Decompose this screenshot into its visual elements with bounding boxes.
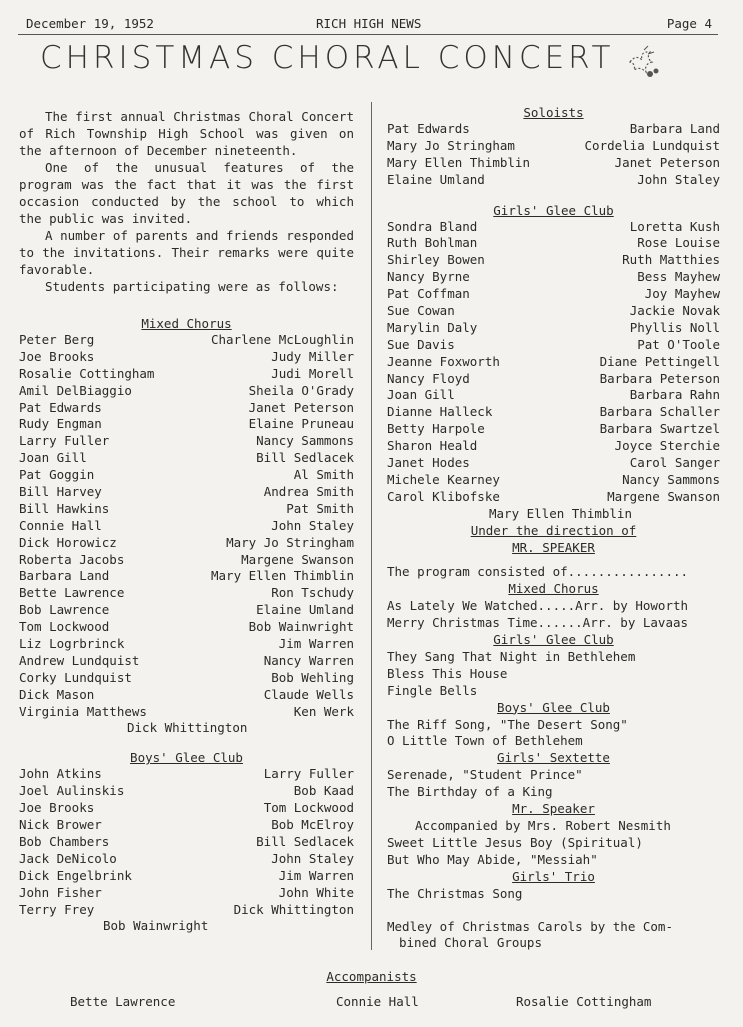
member-name: Sue Davis (387, 336, 455, 352)
program-medley: bined Choral Groups (399, 935, 542, 951)
member-name: Pat Smith (286, 500, 354, 516)
member-name: John Staley (637, 171, 720, 187)
section-title-girls-glee-club: Girls' Glee Club (493, 202, 614, 218)
member-name: Corky Lundquist (19, 669, 132, 685)
member-name: Nancy Floyd (387, 370, 470, 386)
mixed-chorus-row (19, 383, 354, 400)
member-name: Sheila O'Grady (248, 382, 354, 398)
member-name: Cordelia Lundquist (584, 137, 720, 153)
member-name: John Staley (271, 850, 354, 866)
intro-paragraph: One of the unusual features of the program was the fact that it was the first occasion conducted by the school to which the public was invited. (19, 160, 354, 226)
member-name: Jack DeNicolo (19, 850, 117, 866)
member-name: Andrew Lundquist (19, 652, 140, 668)
member-name: Joyce Sterchie (614, 438, 720, 454)
member-name: Judy Miller (271, 348, 354, 364)
page-header (18, 12, 718, 35)
member-name: Mary Jo Stringham (387, 137, 515, 153)
accompanists-section (0, 968, 743, 1009)
mixed-chorus-list (19, 332, 354, 720)
member-name: Nick Brower (19, 817, 102, 833)
boys-glee-club-row (19, 766, 354, 783)
member-name: Bill Hawkins (19, 500, 110, 516)
member-name: Ron Tschudy (271, 585, 354, 601)
girls-glee-club-row (387, 404, 720, 421)
member-name: Jim Warren (278, 636, 354, 652)
member-name: Bette Lawrence (19, 585, 125, 601)
member-name: Pat Edwards (387, 121, 470, 136)
member-name: Joy Mayhew (644, 286, 720, 302)
member-name: Claude Wells (263, 686, 354, 702)
member-name: Ruth Bohlman (387, 235, 478, 251)
mixed-chorus-row (19, 670, 354, 687)
member-name: Jim Warren (278, 867, 354, 883)
member-name: Bob Wainwright (248, 619, 354, 635)
soloists-list (387, 121, 720, 189)
girls-glee-club-row (387, 371, 720, 388)
program-heading-mixed: Mixed Chorus (508, 581, 599, 597)
member-name: Liz Logrbrinck (19, 636, 125, 652)
mixed-chorus-row (19, 704, 354, 721)
program-item: Fingle Bells (387, 682, 478, 698)
member-name: Diane Pettingell (599, 353, 720, 369)
member-name: Bill Sedlacek (256, 450, 354, 466)
boys-glee-club-last: Bob Wainwright (103, 918, 209, 934)
program-heading-girls: Girls' Glee Club (493, 632, 614, 648)
member-name: Al Smith (293, 467, 354, 483)
left-column (19, 108, 354, 935)
member-name: Phyllis Noll (629, 319, 720, 335)
member-name: Janet Hodes (387, 455, 470, 471)
accompanist-name: Connie Hall (336, 994, 419, 1009)
member-name: Margene Swanson (607, 488, 720, 504)
girls-glee-club-row (387, 219, 720, 236)
member-name: Ken Werk (293, 703, 354, 719)
intro-paragraph: A number of parents and friends responded to the invitations. Their remarks were quite favorable. (19, 228, 354, 277)
boys-glee-club-row (19, 817, 354, 834)
member-name: Sharon Heald (387, 438, 478, 454)
mixed-chorus-row (19, 619, 354, 636)
member-name: Bob Kaad (293, 783, 354, 799)
accompanists-title: Accompanists (326, 969, 417, 984)
member-name: Bob Wehling (271, 669, 354, 685)
member-name: Mary Jo Stringham (226, 534, 354, 550)
member-name: Sondra Bland (387, 218, 478, 234)
member-name: Janet Peterson (614, 154, 720, 170)
girls-glee-club-row (387, 354, 720, 371)
accompanist-name: Bette Lawrence (70, 994, 176, 1009)
program-item: As Lately We Watched.....Arr. by Howorth (387, 598, 689, 614)
member-name: Larry Fuller (19, 433, 110, 449)
member-name: Bob Lawrence (19, 602, 110, 618)
mixed-chorus-row (19, 535, 354, 552)
member-name: Pat Coffman (387, 286, 470, 302)
member-name: Janet Peterson (248, 399, 354, 415)
holly-icon (624, 44, 664, 84)
member-name: Rose Louise (637, 235, 720, 251)
mixed-chorus-row (19, 400, 354, 417)
boys-glee-club-row (19, 800, 354, 817)
member-name: Carol Sanger (629, 455, 720, 471)
program-item: The Christmas Song (387, 885, 523, 901)
soloists-row (387, 172, 720, 189)
program-item: But Who May Abide, "Messiah" (387, 851, 598, 867)
mixed-chorus-row (19, 332, 354, 349)
program-item: The Birthday of a King (387, 784, 553, 800)
member-name: Elaine Umland (387, 171, 485, 187)
member-name: John Staley (271, 517, 354, 533)
member-name: Margene Swanson (241, 551, 354, 567)
member-name: Mary Ellen Thimblin (387, 154, 530, 170)
intro-paragraph: The first annual Christmas Choral Concert of Rich Township High School was given on the afternoon of December nineteenth. (19, 109, 354, 158)
member-name: Andrea Smith (263, 484, 354, 500)
program-item: The Riff Song, "The Desert Song" (387, 716, 628, 732)
boys-glee-club-list (19, 766, 354, 918)
member-name: Jeanne Foxworth (387, 353, 500, 369)
member-name: Barbara Peterson (599, 370, 720, 386)
member-name: Elaine Pruneau (248, 416, 354, 432)
member-name: Barbara Land (629, 121, 720, 136)
mixed-chorus-row (19, 568, 354, 585)
girls-glee-club-row (387, 286, 720, 303)
member-name: Nancy Sammons (622, 471, 720, 487)
mixed-chorus-row (19, 366, 354, 383)
program-medley: Medley of Christmas Carols by the Com- (387, 918, 673, 934)
member-name: Virginia Matthews (19, 703, 147, 719)
member-name: Amil DelBiaggio (19, 382, 132, 398)
member-name: Larry Fuller (263, 766, 354, 782)
mixed-chorus-row (19, 552, 354, 569)
girls-glee-club-list (387, 219, 720, 506)
member-name: Joe Brooks (19, 348, 95, 364)
mixed-chorus-row (19, 450, 354, 467)
member-name: Charlene McLoughlin (211, 332, 354, 347)
boys-glee-club-row (19, 885, 354, 902)
program-intro: The program consisted of................ (387, 564, 689, 580)
member-name: Barbara Rahn (629, 387, 720, 403)
girls-glee-club-last: Mary Ellen Thimblin (489, 505, 632, 521)
mixed-chorus-row (19, 636, 354, 653)
program-item: O Little Town of Bethlehem (387, 733, 583, 749)
section-title-soloists: Soloists (523, 105, 584, 120)
member-name: Barbara Swartzel (599, 421, 720, 437)
member-name: Dick Mason (19, 686, 95, 702)
member-name: Pat O'Toole (637, 336, 720, 352)
member-name: Joan Gill (19, 450, 87, 466)
member-name: Sue Cowan (387, 303, 455, 319)
member-name: Nancy Byrne (387, 269, 470, 285)
program-heading-boys: Boys' Glee Club (497, 699, 610, 715)
member-name: Nancy Warren (263, 652, 354, 668)
member-name: Tom Lockwood (19, 619, 110, 635)
intro-paragraph: Students participating were as follows: (45, 279, 339, 294)
member-name: Nancy Sammons (256, 433, 354, 449)
member-name: John Fisher (19, 884, 102, 900)
girls-glee-club-row (387, 303, 720, 320)
member-name: Tom Lockwood (263, 800, 354, 816)
member-name: Connie Hall (19, 517, 102, 533)
girls-glee-club-row (387, 489, 720, 506)
member-name: Pat Edwards (19, 399, 102, 415)
member-name: Barbara Land (19, 568, 110, 584)
member-name: John Atkins (19, 766, 102, 782)
member-name: Joan Gill (387, 387, 455, 403)
boys-glee-club-row (19, 902, 354, 919)
header-paper-name: RICH HIGH NEWS (316, 16, 422, 31)
program-heading-trio: Girls' Trio (512, 868, 595, 884)
girls-glee-club-row (387, 438, 720, 455)
section-title-mixed-chorus: Mixed Chorus (141, 316, 232, 331)
soloists-row (387, 155, 720, 172)
mixed-chorus-row (19, 501, 354, 518)
member-name: Bob Chambers (19, 833, 110, 849)
header-date: December 19, 1952 (26, 16, 154, 31)
mixed-chorus-row (19, 416, 354, 433)
girls-glee-club-row (387, 387, 720, 404)
mixed-chorus-row (19, 484, 354, 501)
program-accompaniment-note: Accompanied by Mrs. Robert Nesmith (415, 818, 671, 834)
member-name: Peter Berg (19, 332, 95, 347)
mixed-chorus-row (19, 687, 354, 704)
girls-glee-club-row (387, 252, 720, 269)
girls-glee-club-row (387, 337, 720, 354)
program-item: Bless This House (387, 665, 508, 681)
boys-glee-club-row (19, 868, 354, 885)
member-name: Dick Whittington (233, 901, 354, 917)
member-name: Roberta Jacobs (19, 551, 125, 567)
mixed-chorus-last: Dick Whittington (127, 720, 248, 736)
mixed-chorus-row (19, 653, 354, 670)
member-name: Jackie Novak (629, 303, 720, 319)
member-name: Marylin Daly (387, 319, 478, 335)
soloists-row (387, 138, 720, 155)
page-title: CHRISTMAS CHORAL CONCERT (40, 40, 615, 76)
member-name: John White (278, 884, 354, 900)
program-item: Serenade, "Student Prince" (387, 767, 583, 783)
girls-glee-club-row (387, 455, 720, 472)
mixed-chorus-row (19, 602, 354, 619)
section-title-boys-glee-club: Boys' Glee Club (130, 750, 243, 766)
member-name: Carol Klibofske (387, 488, 500, 504)
member-name: Rudy Engman (19, 416, 102, 432)
member-name: Joe Brooks (19, 800, 95, 816)
mixed-chorus-row (19, 433, 354, 450)
program-item: Merry Christmas Time......Arr. by Lavaas (387, 615, 689, 631)
program-heading-sextette: Girls' Sextette (497, 750, 610, 766)
member-name: Bess Mayhew (637, 269, 720, 285)
member-name: Shirley Bowen (387, 252, 485, 268)
member-name: Michele Kearney (387, 471, 500, 487)
member-name: Ruth Matthies (622, 252, 720, 268)
director-name: MR. SPEAKER (512, 539, 595, 555)
mixed-chorus-row (19, 585, 354, 602)
member-name: Bill Harvey (19, 484, 102, 500)
member-name: Bill Sedlacek (256, 833, 354, 849)
member-name: Elaine Umland (256, 602, 354, 618)
girls-glee-club-row (387, 472, 720, 489)
member-name: Dianne Halleck (387, 404, 493, 420)
boys-glee-club-row (19, 834, 354, 851)
member-name: Bob McElroy (271, 817, 354, 833)
column-divider (371, 102, 372, 950)
member-name: Loretta Kush (629, 218, 720, 234)
member-name: Dick Horowicz (19, 534, 117, 550)
mixed-chorus-row (19, 349, 354, 366)
member-name: Pat Goggin (19, 467, 95, 483)
member-name: Betty Harpole (387, 421, 485, 437)
girls-glee-club-row (387, 421, 720, 438)
boys-glee-club-row (19, 851, 354, 868)
member-name: Rosalie Cottingham (19, 365, 155, 381)
girls-glee-club-row (387, 320, 720, 337)
mixed-chorus-row (19, 467, 354, 484)
member-name: Barbara Schaller (599, 404, 720, 420)
accompanist-name: Rosalie Cottingham (516, 994, 652, 1009)
soloists-row (387, 121, 720, 138)
program-item: Sweet Little Jesus Boy (Spiritual) (387, 834, 643, 850)
girls-glee-club-row (387, 269, 720, 286)
boys-glee-club-row (19, 783, 354, 800)
member-name: Terry Frey (19, 901, 95, 917)
member-name: Mary Ellen Thimblin (211, 568, 354, 584)
header-page-number: Page 4 (666, 16, 712, 31)
mixed-chorus-row (19, 518, 354, 535)
girls-glee-club-row (387, 235, 720, 252)
member-name: Joel Aulinskis (19, 783, 125, 799)
member-name: Dick Engelbrink (19, 867, 132, 883)
program-item: They Sang That Night in Bethlehem (387, 648, 636, 664)
direction-title: Under the direction of (470, 522, 637, 538)
program-heading-speaker: Mr. Speaker (512, 801, 595, 817)
right-column (387, 104, 720, 952)
member-name: Judi Morell (271, 365, 354, 381)
